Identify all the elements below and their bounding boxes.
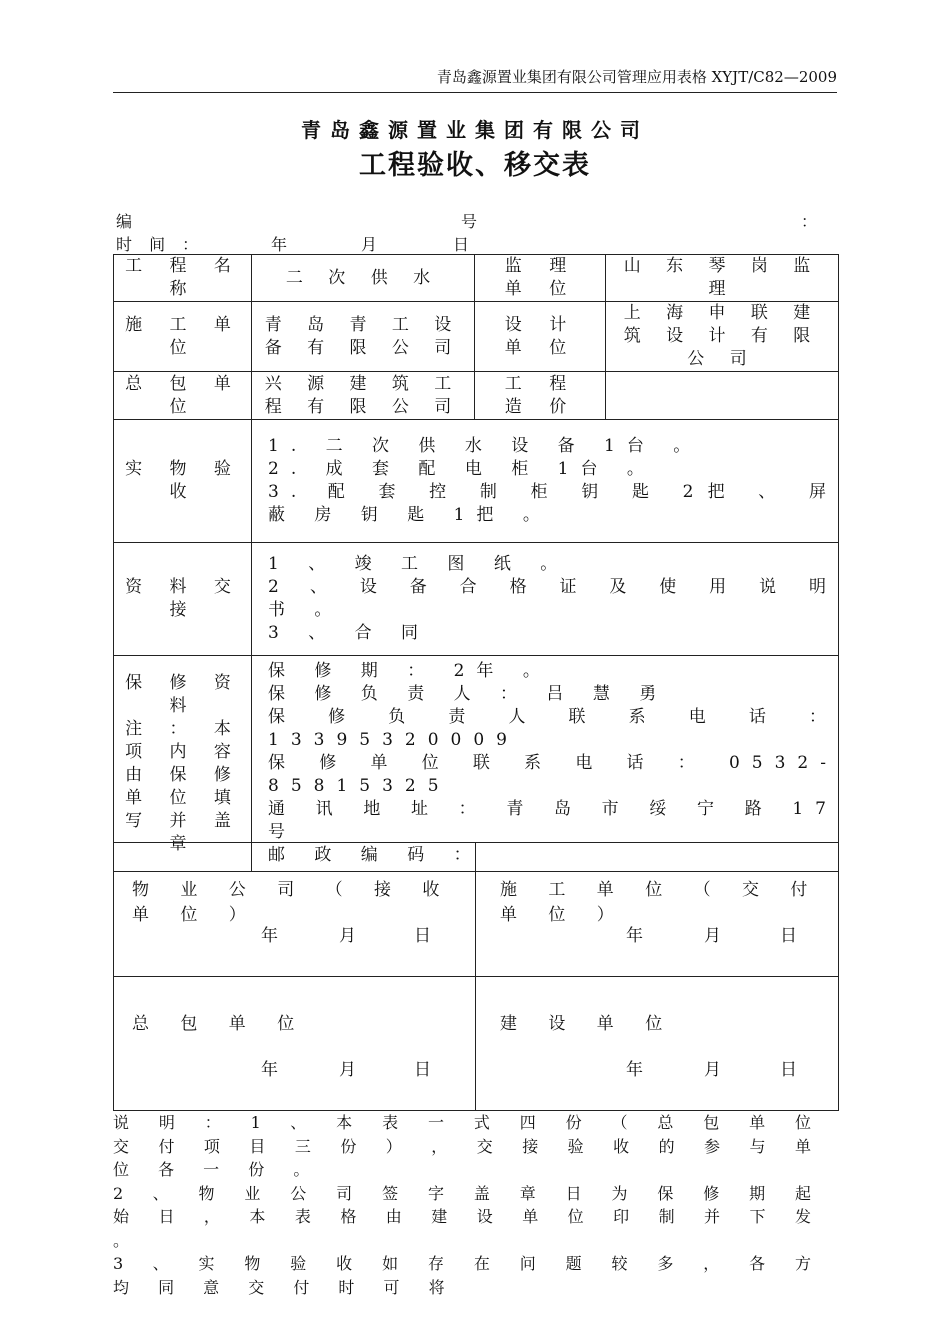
construction-signature-title: 施 工 单 位 （ 交 付 单 位 ） bbox=[500, 880, 821, 925]
property-signature-cell bbox=[114, 843, 476, 977]
documents-items bbox=[252, 543, 839, 656]
signature-row-1 bbox=[114, 843, 839, 977]
contractor-value: 青 岛 青 工 设 备 有 限 公 司 bbox=[252, 302, 475, 372]
time-month: 月 bbox=[361, 235, 378, 254]
notes bbox=[113, 1111, 823, 1299]
sig-year: 年 bbox=[626, 1060, 643, 1080]
warranty-postcode: 邮 政 编 码 ： bbox=[268, 845, 483, 865]
sig-year: 年 bbox=[261, 926, 278, 946]
row-project bbox=[114, 255, 839, 302]
sig-day: 日 bbox=[414, 1060, 431, 1080]
document-item: 3 、 合 同 bbox=[268, 623, 431, 643]
general-contractor-signature-title: 总 包 单 位 bbox=[132, 1014, 308, 1034]
supervisor-label: 监 理 单 位 bbox=[475, 255, 606, 302]
warranty-unit-phone: 保 修 单 位 联 系 电 话 ： 0532-85815325 bbox=[268, 753, 838, 796]
warranty-person-phone: 保 修 负 责 人 联 系 电 话 ： 13395320009 bbox=[268, 707, 838, 750]
note-item: 说 明 ： 1 、 本 表 一 式 四 份 （ 总 包 单 位 交 付 项 目 三 份 ） ， 交 接 验 收 的 参 与 单 位 各 一 份 。 bbox=[113, 1113, 823, 1179]
supervisor-value: 山 东 琴 岗 监 理 bbox=[606, 255, 839, 302]
project-name-value: 二 次 供 水 bbox=[252, 255, 475, 302]
time-label: 时 间 ： bbox=[116, 235, 205, 254]
sig-day: 日 bbox=[780, 926, 797, 946]
row-physical bbox=[114, 420, 839, 543]
project-name-label: 工 程 名 称 bbox=[114, 255, 252, 302]
property-signature-title: 物 业 公 司 （ 接 收 单 位 ） bbox=[132, 880, 453, 925]
designer-value: 上 海 申 联 建 筑 设 计 有 限 公 司 bbox=[606, 302, 839, 372]
sig-day: 日 bbox=[414, 926, 431, 946]
row-warranty bbox=[114, 656, 839, 872]
owner-signature-cell bbox=[476, 977, 839, 1111]
warranty-details bbox=[252, 656, 839, 872]
time-year: 年 bbox=[271, 235, 288, 254]
sig-month: 月 bbox=[704, 926, 721, 946]
physical-item: 1. 二 次 供 水 设 备 1台 。 bbox=[268, 436, 703, 456]
row-contractor bbox=[114, 302, 839, 372]
form-title: 工程验收、移交表 bbox=[359, 150, 591, 181]
general-contractor-label: 总 包 单 位 bbox=[114, 372, 252, 420]
company-title: 青岛鑫源置业集团有限公司 bbox=[301, 118, 649, 142]
physical-items bbox=[252, 420, 839, 543]
designer-label: 设 计 单 位 bbox=[475, 302, 606, 372]
time-day: 日 bbox=[453, 235, 470, 254]
number-line bbox=[113, 209, 837, 231]
warranty-label: 保 修 资 料 bbox=[125, 672, 242, 716]
note-item: 3 、 实 物 验 收 如 存 在 问 题 较 多 ， 各 方 均 同 意 交 付 时 可 将 bbox=[113, 1254, 823, 1297]
sig-year: 年 bbox=[626, 926, 643, 946]
acceptance-form-table bbox=[113, 254, 839, 872]
number-label-start: 编 bbox=[116, 212, 133, 231]
physical-item: 3. 配 套 控 制 柜 钥 匙 2把 、 屏 蔽 房 钥 匙 1把 。 bbox=[268, 482, 838, 525]
row-general-contractor bbox=[114, 372, 839, 420]
cost-label: 工 程 造 价 bbox=[475, 372, 606, 420]
number-label-end: 号 bbox=[461, 212, 478, 231]
row-documents bbox=[114, 543, 839, 656]
warranty-address: 通 讯 地 址 ： 青 岛 市 绥 宁 路 17 号 bbox=[268, 799, 838, 842]
sig-month: 月 bbox=[704, 1060, 721, 1080]
sig-year: 年 bbox=[261, 1060, 278, 1080]
document-item: 1 、 竣 工 图 纸 。 bbox=[268, 554, 570, 574]
physical-item: 2. 成 套 配 电 柜 1台 。 bbox=[268, 459, 656, 479]
cost-value bbox=[606, 372, 839, 420]
sig-day: 日 bbox=[780, 1060, 797, 1080]
warranty-person: 保 修 负 责 人 ： 吕 慧 勇 bbox=[268, 684, 669, 704]
warranty-period: 保 修 期 ： 2年 。 bbox=[268, 661, 552, 681]
document-item: 2 、 设 备 合 格 证 及 使 用 说 明 书 。 bbox=[268, 577, 838, 620]
sig-month: 月 bbox=[339, 1060, 356, 1080]
general-contractor-signature-cell bbox=[114, 977, 476, 1111]
contractor-label: 施 工 单 位 bbox=[114, 302, 252, 372]
owner-signature-title: 建 设 单 位 bbox=[500, 1014, 676, 1034]
number-colon: ： bbox=[801, 212, 818, 231]
page-header: 青岛鑫源置业集团有限公司管理应用表格 XYJT/C82—2009 bbox=[113, 66, 837, 93]
general-contractor-value: 兴 源 建 筑 工 程 有 限 公 司 bbox=[252, 372, 475, 420]
note-item: 2 、 物 业 公 司 签 字 盖 章 日 为 保 修 期 起 始 日 ， 本 表 格 由 建 设 单 位 印 制 并 下 发 。 bbox=[113, 1183, 823, 1250]
signature-row-2 bbox=[114, 977, 839, 1111]
warranty-note: 注 ： 本 项 内 容 由 保 修 单 位 填 写 并 盖 章 bbox=[125, 718, 242, 854]
construction-signature-cell bbox=[476, 843, 839, 977]
documents-label: 资 料 交 接 bbox=[114, 543, 252, 656]
warranty-label-cell bbox=[114, 656, 252, 872]
time-line bbox=[113, 232, 837, 254]
signature-table bbox=[113, 842, 839, 1111]
physical-label: 实 物 验 收 bbox=[114, 420, 252, 543]
sig-month: 月 bbox=[339, 926, 356, 946]
